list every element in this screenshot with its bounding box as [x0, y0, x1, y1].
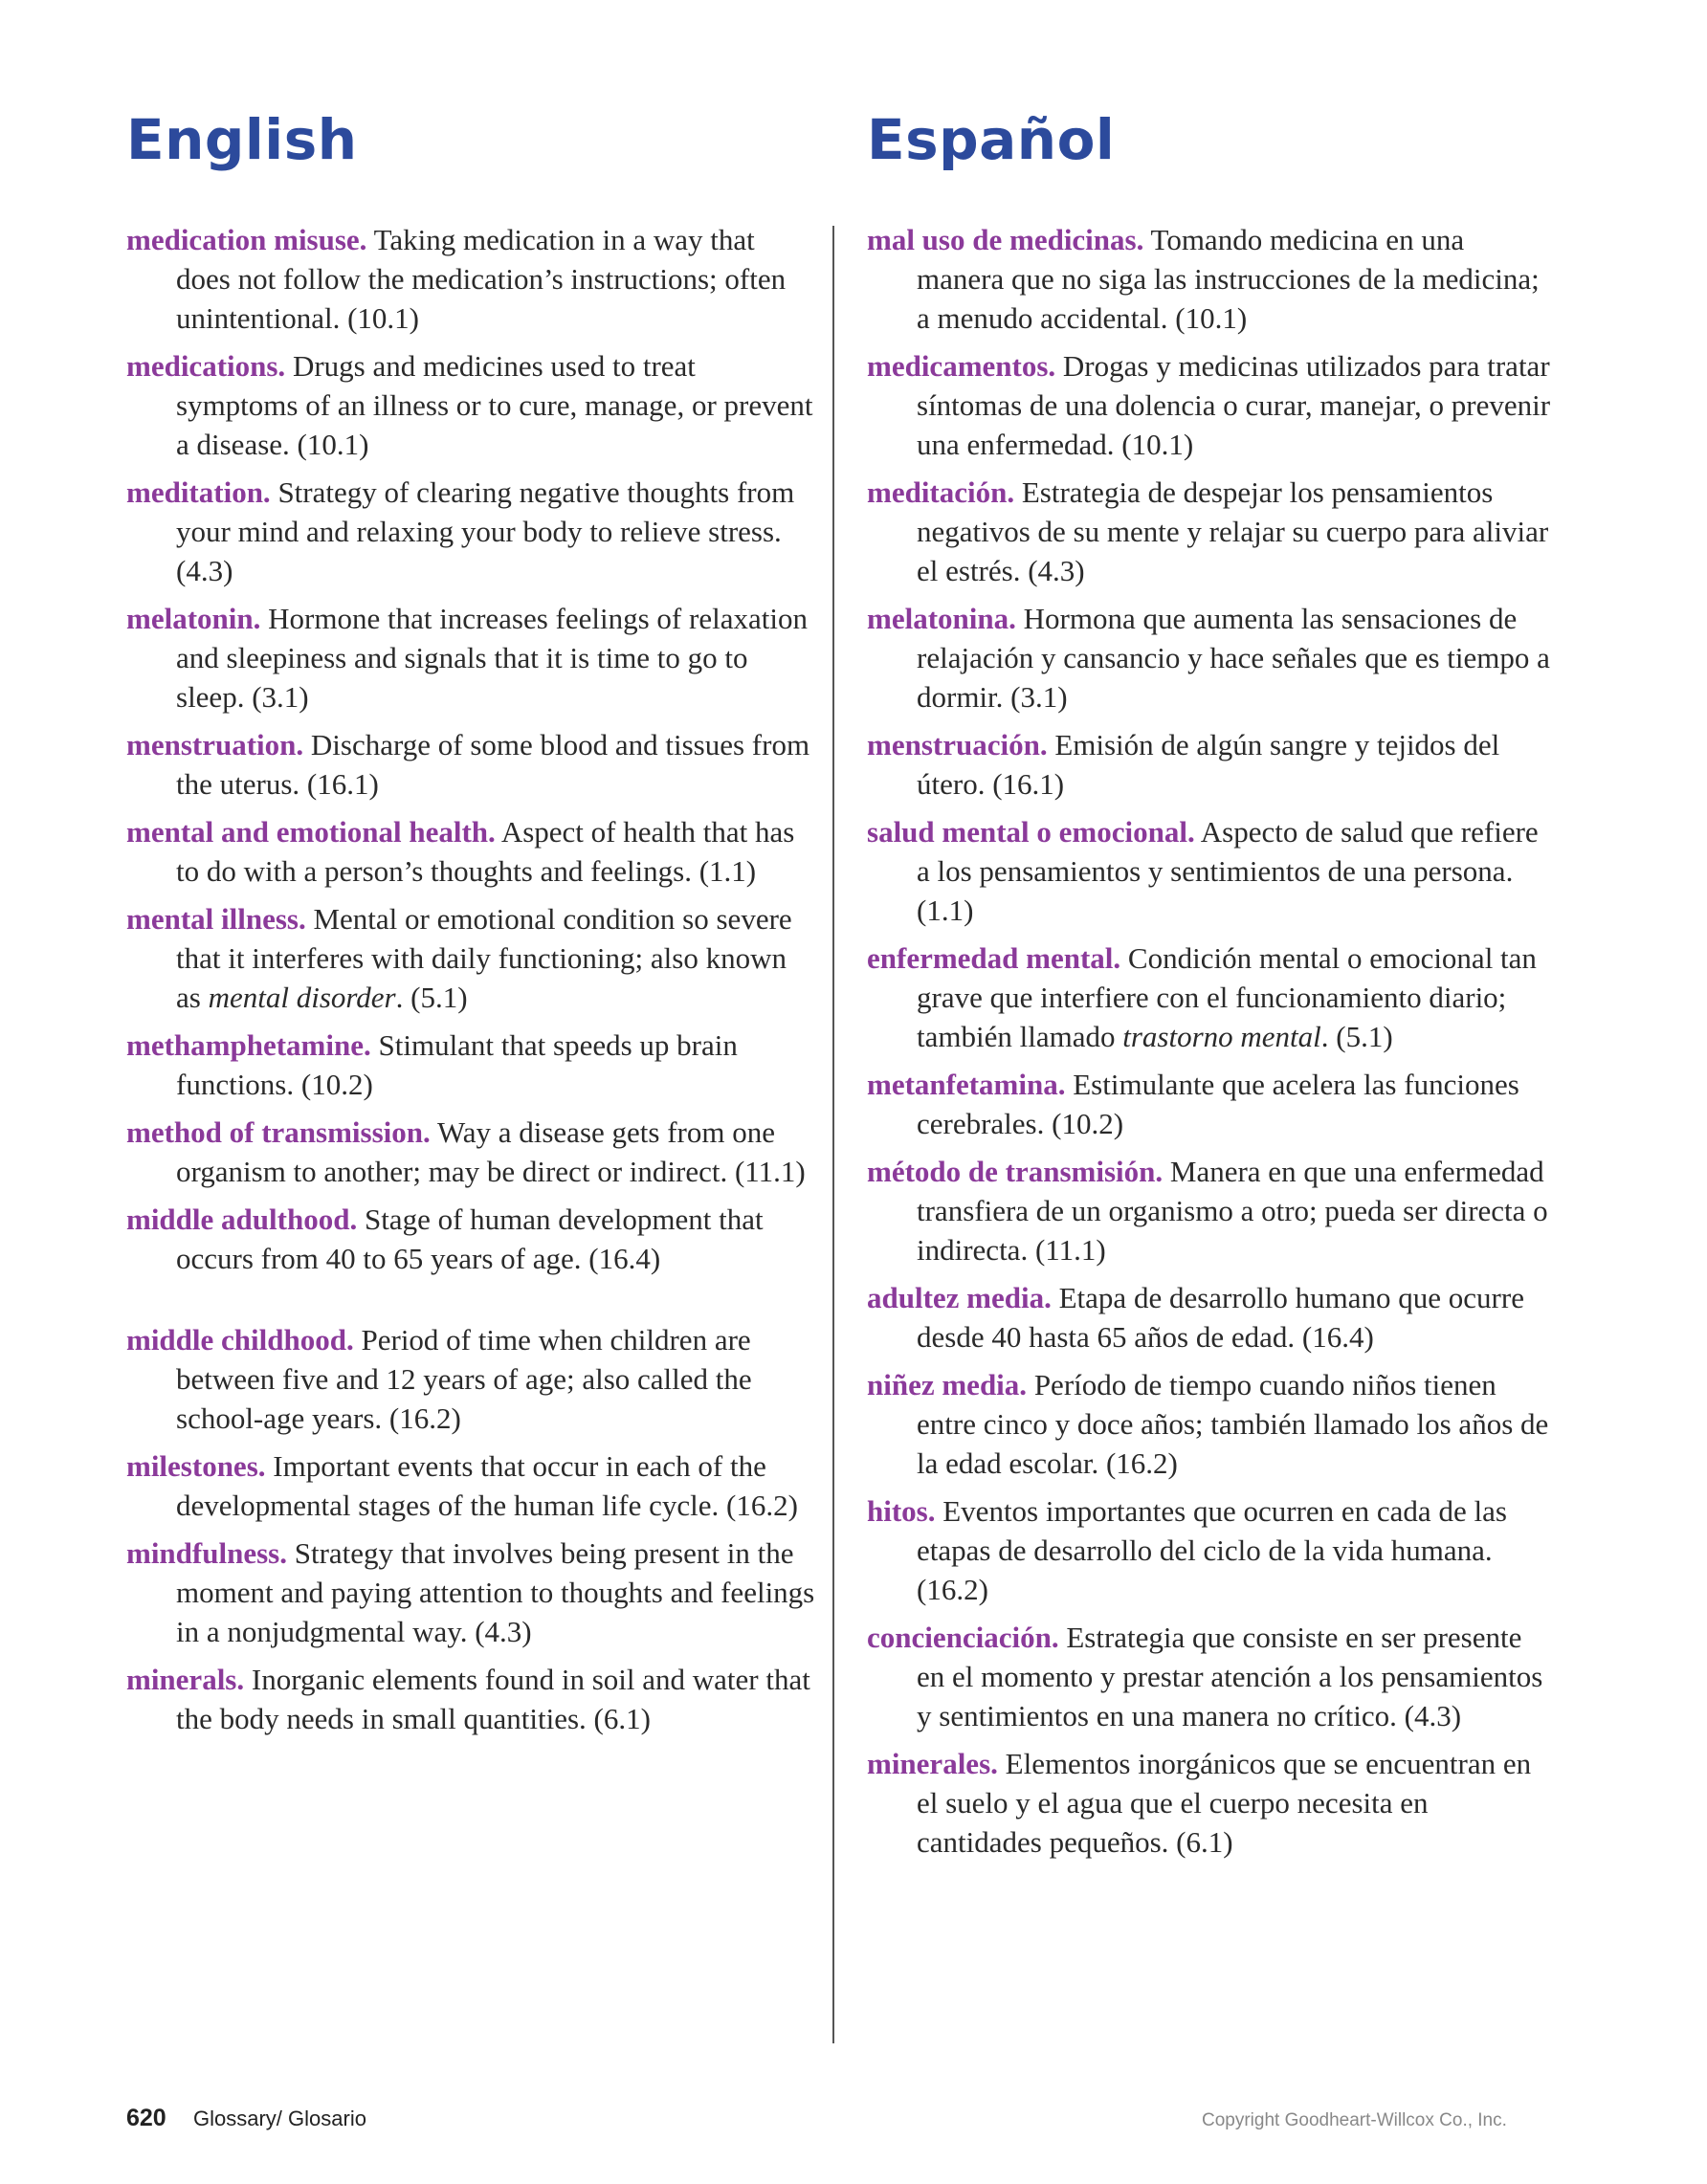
- entry-definition-tail: . (5.1): [1320, 1020, 1393, 1053]
- entry-term: methamphetamine.: [126, 1028, 371, 1062]
- entry-term: middle adulthood.: [126, 1202, 358, 1236]
- glossary-entry: [867, 599, 1556, 717]
- entry-term: mindfulness.: [126, 1536, 287, 1570]
- page-number: 620: [126, 2105, 166, 2131]
- glossary-entry: [126, 599, 815, 717]
- entry-definition: Aspect of health that has to do with a person’s thoughts and feelings. (1.1): [176, 815, 795, 888]
- glossary-entry: [126, 346, 815, 464]
- entry-definition: Emisión de algún sangre y tejidos del útero. (16.1): [917, 728, 1500, 801]
- entry-definition: Estimulante que acelera las funciones cerebrales. (10.2): [917, 1068, 1519, 1140]
- glossary-entry: [126, 1320, 815, 1438]
- column-divider: [832, 226, 834, 2043]
- glossary-entry: [126, 812, 815, 891]
- entry-definition: Drugs and medicines used to treat symptoms of an illness or to cure, manage, or prevent a disease. (10.1): [176, 349, 813, 461]
- entry-term: adultez media.: [867, 1281, 1052, 1314]
- glossary-entry: [126, 473, 815, 590]
- entry-term: minerales.: [867, 1747, 998, 1780]
- entry-definition: Etapa de desarrollo humano que ocurre desde 40 hasta 65 años de edad. (16.4): [917, 1281, 1524, 1354]
- glossary-entry: [126, 220, 815, 338]
- glossary-entry: [126, 899, 815, 1017]
- entry-term: meditation.: [126, 475, 271, 509]
- entry-definition: Taking medication in a way that does not follow the medication’s instructions; often unintentional. (10.1): [176, 223, 787, 335]
- entry-term: medication misuse.: [126, 223, 367, 256]
- glossary-entry: [126, 1200, 815, 1278]
- entry-term: middle childhood.: [126, 1323, 354, 1357]
- entry-definition-italic: mental disorder: [208, 981, 396, 1014]
- entry-definition: Tomando medicina en una manera que no siga las instrucciones de la medicina; a menudo accidental. (10.1): [917, 223, 1540, 335]
- entry-term: enfermedad mental.: [867, 941, 1121, 975]
- english-column: [126, 220, 815, 1747]
- entry-definition: Estrategia que consiste en ser presente en el momento y prestar atención a los pensamientos y sentimientos en una manera no crítico. (4.3): [917, 1621, 1543, 1732]
- entry-term: mental and emotional health.: [126, 815, 496, 849]
- glossary-entry: [867, 346, 1556, 464]
- entry-definition: Elementos inorgánicos que se encuentran en el suelo y el agua que el cuerpo necesita en cantidades pequeños. (6.1): [917, 1747, 1532, 1859]
- entry-definition: Condición mental o emocional tan grave que interfiere con el funcionamiento diario; también llamado: [917, 941, 1537, 1053]
- glossary-entry: [126, 1446, 815, 1525]
- entry-definition: Way a disease gets from one organism to another; may be direct or indirect. (11.1): [176, 1115, 806, 1188]
- entry-term: melatonin.: [126, 602, 261, 635]
- entry-definition: Strategy that involves being present in the moment and paying attention to thoughts and feelings in a nonjudgmental way. (4.3): [176, 1536, 815, 1648]
- entry-definition-tail: . (5.1): [395, 981, 468, 1014]
- entry-term: melatonina.: [867, 602, 1016, 635]
- entry-term: niñez media.: [867, 1368, 1028, 1401]
- glossary-entry: [867, 220, 1556, 338]
- entry-definition: Stimulant that speeds up brain functions. (10.2): [176, 1028, 738, 1101]
- glossary-entry: [126, 1660, 815, 1738]
- entry-definition: Stage of human development that occurs from 40 to 65 years of age. (16.4): [176, 1202, 764, 1275]
- glossary-entry: [867, 1152, 1556, 1269]
- entry-definition: Período de tiempo cuando niños tienen entre cinco y doce años; también llamado los años de la edad escolar. (16.2): [917, 1368, 1549, 1480]
- entry-definition: Aspecto de salud que refiere a los pensamientos y sentimientos de una persona. (1.1): [917, 815, 1539, 927]
- glossary-entry: [867, 1065, 1556, 1143]
- glossary-entry: [126, 1113, 815, 1191]
- entry-term: mental illness.: [126, 902, 306, 936]
- entry-term: menstruation.: [126, 728, 304, 761]
- glossary-entry: [126, 725, 815, 804]
- copyright-notice: Copyright Goodheart-Willcox Co., Inc.: [1202, 2110, 1507, 2130]
- glossary-entry: [867, 1491, 1556, 1609]
- heading-english: English: [126, 107, 358, 172]
- entry-definition-italic: trastorno mental: [1122, 1020, 1321, 1053]
- glossary-entry: [867, 1744, 1556, 1862]
- entry-term: medications.: [126, 349, 286, 383]
- entry-term: milestones.: [126, 1449, 266, 1483]
- entry-term: hitos.: [867, 1494, 936, 1528]
- glossary-entry: [867, 938, 1556, 1056]
- spanish-column: [867, 220, 1556, 1870]
- footer-title: Glossary/ Glosario: [193, 2107, 366, 2130]
- entry-definition: Estrategia de despejar los pensamientos negativos de su mente y relajar su cuerpo para aliviar el estrés. (4.3): [917, 475, 1549, 587]
- entry-definition: Hormona que aumenta las sensaciones de relajación y cansancio y hace señales que es tiempo a dormir. (3.1): [917, 602, 1550, 714]
- entry-definition: Discharge of some blood and tissues from the uterus. (16.1): [176, 728, 810, 801]
- entry-definition: Important events that occur in each of the developmental stages of the human life cycle. (16.2): [176, 1449, 798, 1522]
- entry-term: menstruación.: [867, 728, 1048, 761]
- heading-spanish: Español: [867, 107, 1116, 172]
- entry-definition: Hormone that increases feelings of relaxation and sleepiness and signals that it is time to go to sleep. (3.1): [176, 602, 808, 714]
- entry-definition: Period of time when children are between five and 12 years of age; also called the school-age years. (16.2): [176, 1323, 752, 1435]
- entry-definition: Manera en que una enfermedad transfiera de un organismo a otro; pueda ser directa o indirecta. (11.1): [917, 1155, 1548, 1267]
- entry-definition: Eventos importantes que ocurren en cada de las etapas de desarrollo del ciclo de la vida humana. (16.2): [917, 1494, 1507, 1606]
- entry-term: method of transmission.: [126, 1115, 431, 1149]
- entry-term: mal uso de medicinas.: [867, 223, 1144, 256]
- entry-term: minerals.: [126, 1663, 245, 1696]
- glossary-entry: [867, 812, 1556, 930]
- entry-term: meditación.: [867, 475, 1015, 509]
- glossary-entry: [867, 725, 1556, 804]
- entry-definition: Inorganic elements found in soil and water that the body needs in small quantities. (6.1): [176, 1663, 810, 1735]
- entry-term: salud mental o emocional.: [867, 815, 1195, 849]
- entry-definition: Mental or emotional condition so severe that it interferes with daily functioning; also known as: [176, 902, 792, 1014]
- entry-term: método de transmisión.: [867, 1155, 1164, 1188]
- glossary-entry: [126, 1026, 815, 1104]
- glossary-entry: [867, 1618, 1556, 1735]
- entry-term: medicamentos.: [867, 349, 1056, 383]
- glossary-entry: [126, 1533, 815, 1651]
- glossary-entry: [867, 1365, 1556, 1483]
- entry-definition: Drogas y medicinas utilizados para tratar síntomas de una dolencia o curar, manejar, o prevenir una enfermedad. (10.1): [917, 349, 1551, 461]
- glossary-entry: [867, 473, 1556, 590]
- entry-definition: Strategy of clearing negative thoughts from your mind and relaxing your body to relieve stress. (4.3): [176, 475, 795, 587]
- entry-term: concienciación.: [867, 1621, 1059, 1654]
- glossary-entry: [867, 1278, 1556, 1357]
- entry-term: metanfetamina.: [867, 1068, 1066, 1101]
